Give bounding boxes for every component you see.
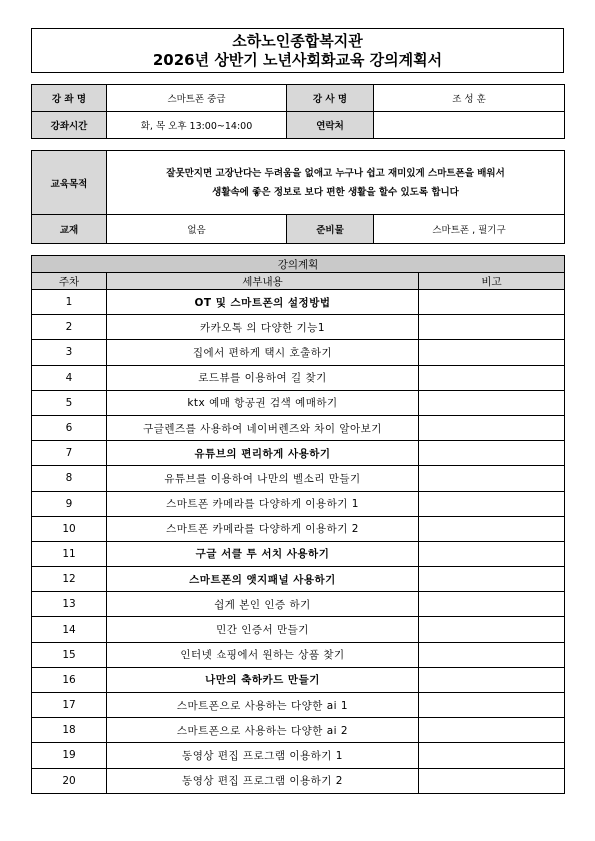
- teacher-name-value: 조 성 훈: [374, 85, 565, 112]
- week-cell: 7: [32, 441, 107, 466]
- content-cell: 카카오톡 의 다양한 기능1: [107, 315, 419, 340]
- week-cell: 16: [32, 667, 107, 692]
- content-cell: 유튜브를 이용하여 나만의 벨소리 만들기: [107, 466, 419, 491]
- table-row: [32, 441, 565, 466]
- week-cell: 2: [32, 315, 107, 340]
- week-cell: 10: [32, 516, 107, 541]
- table-row: [32, 290, 565, 315]
- content-cell: 스마트폰 카메라를 다양하게 이용하기 1: [107, 491, 419, 516]
- supplies-label: 준비물: [287, 215, 374, 244]
- content-cell: 쉽게 본인 인증 하기: [107, 592, 419, 617]
- table-row: [32, 491, 565, 516]
- note-cell: [419, 693, 565, 718]
- purpose-table: [31, 150, 565, 244]
- note-cell: [419, 365, 565, 390]
- table-row: [32, 743, 565, 768]
- content-cell: OT 및 스마트폰의 설정방법: [107, 290, 419, 315]
- week-column-header: 주차: [32, 273, 107, 290]
- goal-label: 교육목적: [32, 151, 107, 215]
- content-cell: 스마트폰으로 사용하는 다양한 ai 1: [107, 693, 419, 718]
- content-cell: 스마트폰 카메라를 다양하게 이용하기 2: [107, 516, 419, 541]
- goal-line-2: 생활속에 좋은 정보로 보다 편한 생활을 할수 있도록 합니다: [212, 186, 459, 198]
- table-row: [32, 667, 565, 692]
- note-cell: [419, 642, 565, 667]
- info-row: [32, 112, 565, 139]
- week-cell: 6: [32, 415, 107, 440]
- week-cell: 15: [32, 642, 107, 667]
- week-cell: 4: [32, 365, 107, 390]
- table-row: [32, 642, 565, 667]
- plan-header-row: [32, 273, 565, 290]
- goal-line-1: 잘못만지면 고장난다는 두려움을 없애고 누구나 쉽고 재미있게 스마트폰을 배워서: [166, 167, 505, 179]
- week-cell: 9: [32, 491, 107, 516]
- content-cell: 집에서 편하게 택시 호출하기: [107, 340, 419, 365]
- content-column-header: 세부내용: [107, 273, 419, 290]
- table-row: [32, 718, 565, 743]
- week-cell: 8: [32, 466, 107, 491]
- week-cell: 14: [32, 617, 107, 642]
- week-cell: 13: [32, 592, 107, 617]
- content-cell: 유튜브의 편리하게 사용하기: [107, 441, 419, 466]
- supplies-value: 스마트폰 , 필기구: [374, 215, 565, 244]
- content-cell: 나만의 축하카드 만들기: [107, 667, 419, 692]
- textbook-value: 없음: [107, 215, 287, 244]
- note-cell: [419, 592, 565, 617]
- week-cell: 3: [32, 340, 107, 365]
- table-row: [32, 315, 565, 340]
- week-cell: 1: [32, 290, 107, 315]
- course-plan-title: 2026년 상반기 노년사회화교육 강의계획서: [152, 51, 443, 69]
- content-cell: 스마트폰의 앳지패널 사용하기: [107, 567, 419, 592]
- plan-rows: [32, 290, 565, 794]
- content-cell: 구글렌즈를 사용하여 네이버렌즈와 차이 알아보기: [107, 415, 419, 440]
- table-row: [32, 340, 565, 365]
- note-cell: [419, 415, 565, 440]
- week-cell: 17: [32, 693, 107, 718]
- content-cell: 스마트폰으로 사용하는 다양한 ai 2: [107, 718, 419, 743]
- table-row: [32, 466, 565, 491]
- course-name-value: 스마트폰 중급: [107, 85, 287, 112]
- table-row: [32, 541, 565, 566]
- note-cell: [419, 718, 565, 743]
- note-cell: [419, 315, 565, 340]
- table-row: [32, 390, 565, 415]
- content-cell: 동영상 편집 프로그램 이용하기 2: [107, 768, 419, 793]
- note-cell: [419, 441, 565, 466]
- note-cell: [419, 667, 565, 692]
- content-cell: 구글 서클 투 서치 사용하기: [107, 541, 419, 566]
- table-row: [32, 365, 565, 390]
- table-row: [32, 693, 565, 718]
- table-row: [32, 617, 565, 642]
- purpose-row: [32, 151, 565, 215]
- week-cell: 12: [32, 567, 107, 592]
- course-time-value: 화, 목 오후 13:00~14:00: [107, 112, 287, 139]
- note-column-header: 비고: [419, 273, 565, 290]
- note-cell: [419, 290, 565, 315]
- goal-value: [107, 151, 565, 215]
- note-cell: [419, 466, 565, 491]
- content-cell: 동영상 편집 프로그램 이용하기 1: [107, 743, 419, 768]
- table-row: [32, 592, 565, 617]
- content-cell: 인터넷 쇼핑에서 원하는 상품 찾기: [107, 642, 419, 667]
- note-cell: [419, 541, 565, 566]
- info-row: [32, 85, 565, 112]
- note-cell: [419, 340, 565, 365]
- contact-label: 연락처: [287, 112, 374, 139]
- note-cell: [419, 390, 565, 415]
- contact-value: [374, 112, 565, 139]
- note-cell: [419, 491, 565, 516]
- week-cell: 11: [32, 541, 107, 566]
- course-name-label: 강 좌 명: [32, 85, 107, 112]
- note-cell: [419, 516, 565, 541]
- document-title: [31, 28, 564, 73]
- content-cell: 민간 인증서 만들기: [107, 617, 419, 642]
- week-cell: 20: [32, 768, 107, 793]
- course-info-table: [31, 84, 565, 139]
- textbook-label: 교재: [32, 215, 107, 244]
- plan-section-title: 강의계획: [32, 256, 565, 273]
- note-cell: [419, 743, 565, 768]
- content-cell: ktx 예매 항공권 검색 예매하기: [107, 390, 419, 415]
- week-cell: 5: [32, 390, 107, 415]
- week-cell: 19: [32, 743, 107, 768]
- table-row: [32, 567, 565, 592]
- note-cell: [419, 768, 565, 793]
- org-name: 소하노인종합복지관: [232, 32, 363, 50]
- table-row: [32, 516, 565, 541]
- note-cell: [419, 567, 565, 592]
- course-time-label: 강좌시간: [32, 112, 107, 139]
- plan-title-row: [32, 256, 565, 273]
- table-row: [32, 768, 565, 793]
- note-cell: [419, 617, 565, 642]
- materials-row: [32, 215, 565, 244]
- lecture-plan-table: [31, 255, 565, 794]
- teacher-name-label: 강 사 명: [287, 85, 374, 112]
- content-cell: 로드뷰를 이용하여 길 찾기: [107, 365, 419, 390]
- week-cell: 18: [32, 718, 107, 743]
- table-row: [32, 415, 565, 440]
